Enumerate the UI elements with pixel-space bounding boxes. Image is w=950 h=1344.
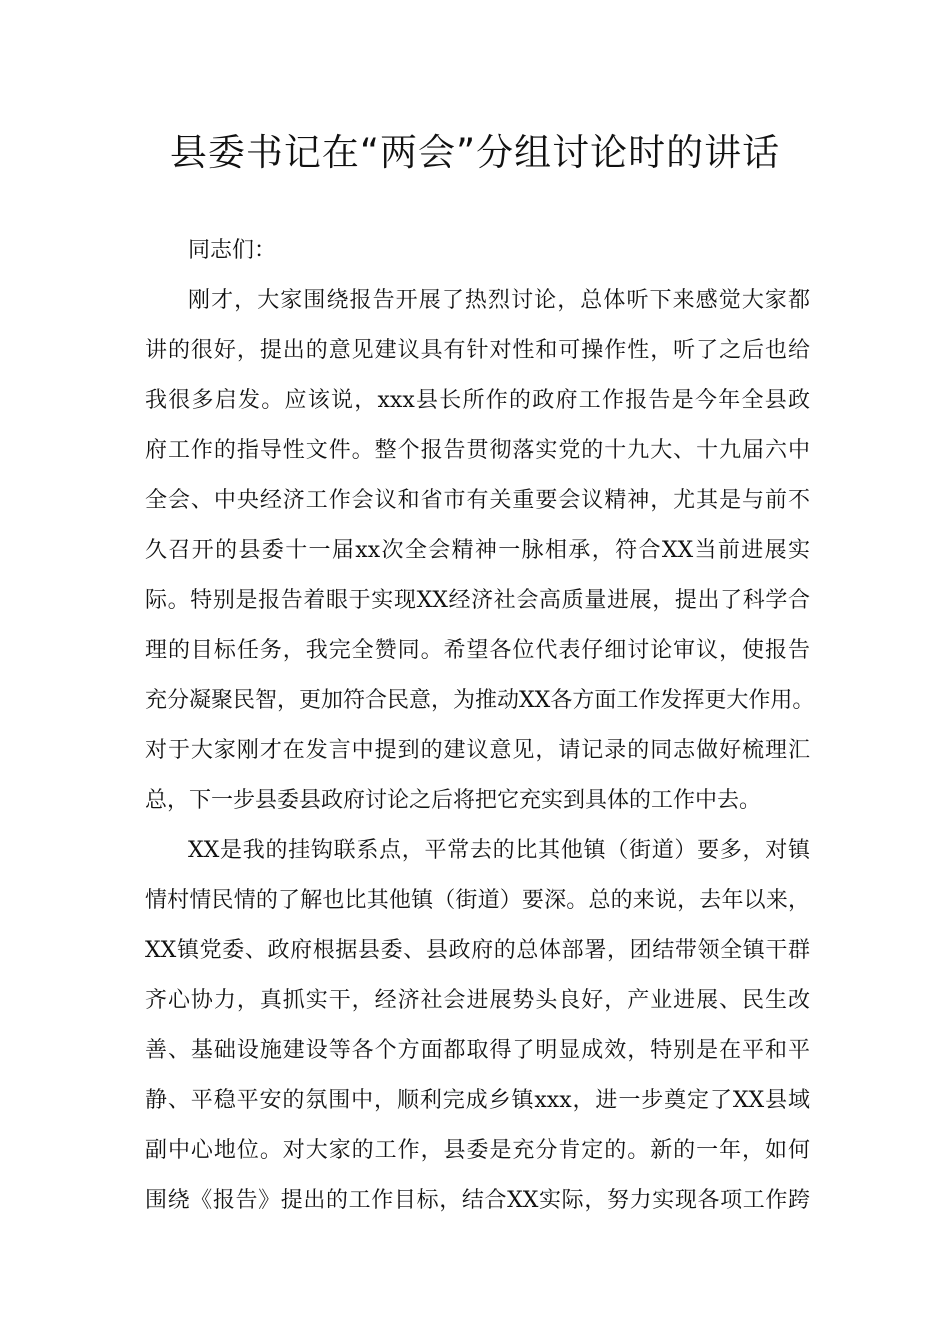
paragraph-line: 善、基础设施建设等各个方面都取得了明显成效，特别是在平和平 [145,1038,810,1063]
paragraph-line: 情村情民情的了解也比其他镇（街道）要深。总的来说，去年以来， [145,888,810,913]
paragraph-line: 齐心协力，真抓实干，经济社会进展势头良好，产业进展、民生改 [145,988,810,1013]
paragraph-line: XX是我的挂钩联系点，平常去的比其他镇（街道）要多，对镇 [188,838,810,863]
paragraph-line: XX镇党委、政府根据县委、县政府的总体部署，团结带领全镇干群 [145,938,810,963]
paragraph-line: 全会、中央经济工作会议和省市有关重要会议精神，尤其是与前不 [145,488,810,513]
paragraph-line: 我很多启发。应该说，xxx县长所作的政府工作报告是今年全县政 [145,388,810,413]
paragraph-line: 对于大家刚才在发言中提到的建议意见，请记录的同志做好梳理汇 [145,738,810,763]
salutation: 同志们： [188,238,277,263]
paragraph-line: 际。特别是报告着眼于实现XX经济社会高质量进展，提出了科学合 [145,588,810,613]
paragraph-line: 讲的很好，提出的意见建议具有针对性和可操作性，听了之后也给 [145,338,810,363]
paragraph-line: 理的目标任务，我完全赞同。希望各位代表仔细讨论审议，使报告 [145,638,810,663]
paragraph-line: 刚才，大家围绕报告开展了热烈讨论，总体听下来感觉大家都 [188,288,810,313]
paragraph-line: 总，下一步县委县政府讨论之后将把它充实到具体的工作中去。 [145,788,762,813]
paragraph-line: 府工作的指导性文件。整个报告贯彻落实党的十九大、十九届六中 [145,438,810,463]
paragraph-line: 充分凝聚民智，更加符合民意，为推动XX各方面工作发挥更大作用。 [145,688,815,713]
paragraph-line: 副中心地位。对大家的工作，县委是充分肯定的。新的一年，如何 [145,1138,810,1163]
paragraph-line: 久召开的县委十一届xx次全会精神一脉相承，符合XX当前进展实 [145,538,811,563]
paragraph-line: 围绕《报告》提出的工作目标，结合XX实际，努力实现各项工作跨 [145,1188,810,1213]
document-title: 县委书记在“两会”分组讨论时的讲话 [169,131,781,174]
paragraph-line: 静、平稳平安的氛围中，顺利完成乡镇xxx，进一步奠定了XX县域 [145,1088,810,1113]
